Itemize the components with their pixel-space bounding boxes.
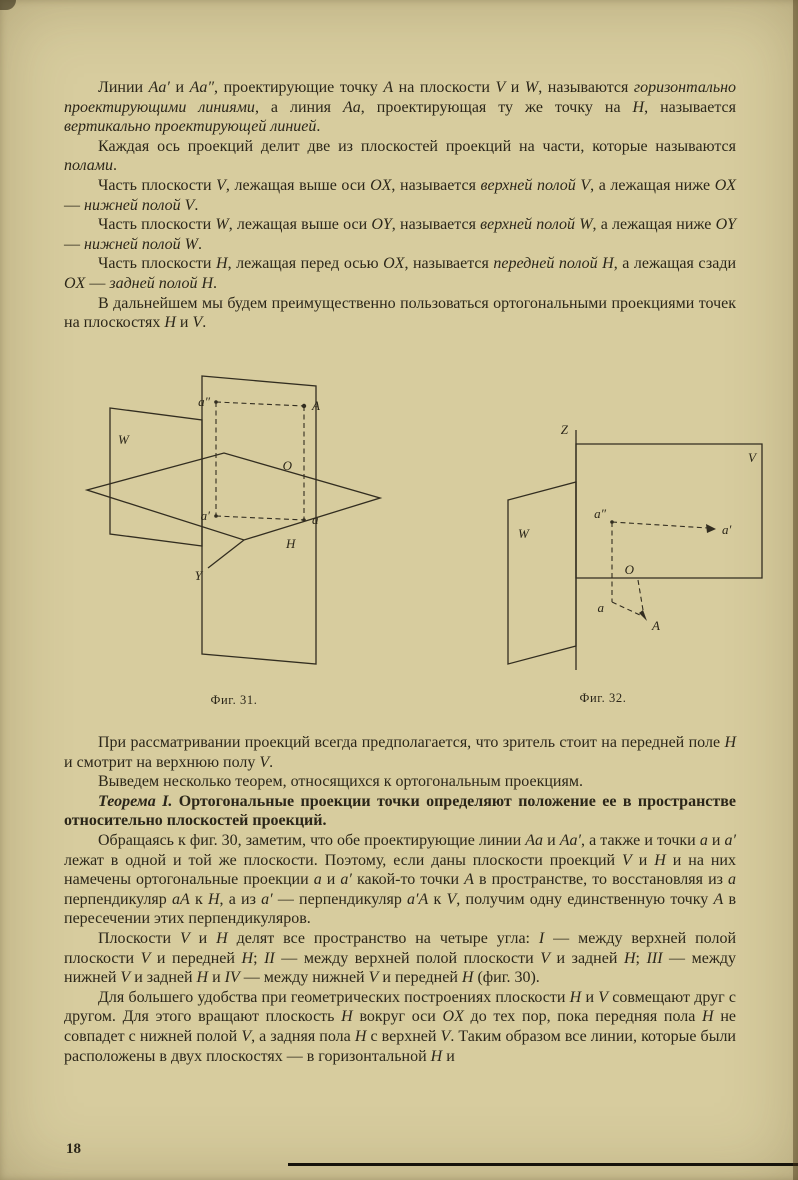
top-text-block (64, 78, 736, 333)
paragraph: Обращаясь к фиг. 30, заметим, что обе проектирующие линии Aa и Aa′, а также и точки a и a′ лежат в одной и той же плоскости. Поэтому, если даны плоскости проекций V и H и на них намечены ортогональные проекции a и a′ какой-то точки A в пространстве, то восстановляя из a перпендикуляр aA к H, а из a′ — перпендикуляр a′A к V, получим одну единственную точку A в пересечении этих перпендикуляров. (64, 831, 737, 928)
fig31-y-axis (208, 540, 244, 568)
fig32-plane-w (508, 482, 576, 664)
fig32-label-a: a (597, 600, 604, 615)
fig32-arrowhead-A (639, 610, 647, 621)
fig32-label-W: W (518, 526, 529, 541)
figure-31-drawing (84, 370, 384, 680)
fig31-plane-v (202, 376, 316, 664)
fig31-point-A (302, 404, 306, 408)
page-number: 18 (66, 1141, 81, 1157)
fig32-label-O: O (624, 562, 634, 577)
fig31-point-a-double-prime (214, 400, 218, 404)
fig32-label-a-double-prime: a″ (594, 506, 606, 521)
page-edge-shadow (793, 0, 798, 1180)
paragraph: Выведем несколько теорем, относящихся к ортогональным проекциям. (98, 773, 583, 791)
fig31-label-W: W (118, 432, 129, 447)
fig32-label-Z: Z (560, 422, 568, 437)
scan-corner-artifact (0, 0, 16, 10)
fig32-point-a-double-prime (610, 520, 614, 524)
fig31-label-a: a (312, 512, 319, 527)
fig31-label-a-prime: a′ (200, 508, 210, 523)
fig32-label-A: A (652, 618, 660, 633)
figure-31 (84, 370, 384, 708)
figure-32 (438, 370, 768, 706)
fig31-label-A: A (312, 398, 320, 413)
paragraph: Каждая ось проекций делит две из плоскостей проекций на части, которые называются полами. (64, 137, 736, 175)
bottom-text-block (64, 733, 736, 1066)
fig31-plane-h (87, 453, 380, 540)
fig32-label-V: V (748, 450, 756, 465)
paragraph: Линии Aa′ и Aa″, проектирующие точку A на плоскости V и W, называются горизонтально проектирующими линиями, а линия Aa, проектирующая ту же точку на H, называется вертикально проектирующей линией. (64, 79, 737, 136)
scan-edge-line (288, 1163, 798, 1166)
paragraph: Плоскости V и H делят все пространство на четыре угла: I — между верхней полой плоскости V и передней H; II — между верхней полой плоскости V и задней H; III — между нижней V и задней H и IV — между нижней V и передней H (фиг. 30). (64, 929, 737, 987)
paragraph: Для большего удобства при геометрических построениях плоскости H и V совмещают друг с другом. Для этого вращают плоскость H вокруг оси OX до тех пор, пока передняя пола H не совпадет с нижней полой V, а задняя пола H с верхней V. Таким образом все линии, которые были расположены в двух плоскостях — в горизонтальной H и (64, 988, 736, 1065)
fig31-point-a-prime (214, 514, 218, 518)
paragraph: Часть плоскости W, лежащая выше оси OY, называется верхней полой W, а лежащая ниже OY — нижней полой W. (64, 216, 737, 253)
fig31-plane-w (110, 408, 202, 546)
fig31-label-a-double-prime: a″ (198, 394, 210, 409)
figure-32-drawing (438, 418, 768, 678)
paragraph: При рассматривании проекций всегда предполагается, что зритель стоит на передней поле H и смотрит на верхнюю полу V. (64, 734, 736, 771)
paragraph: В дальнейшем мы будем преимущественно пользоваться ортогональными проекциями точек на плоскостях H и V. (64, 294, 736, 332)
figure-32-caption: Фиг. 32. (579, 691, 627, 705)
fig32-label-a-prime: a′ (722, 522, 732, 537)
fig31-label-H: H (286, 536, 296, 551)
fig32-arrowhead-a-prime (706, 524, 716, 533)
fig31-label-Y: Y (194, 568, 202, 583)
figures-row (84, 370, 768, 708)
theorem-paragraph: Теорема I. Ортогональные проекции точки определяют положение ее в пространстве относительно плоскостей проекций. (64, 792, 736, 830)
figure-31-caption: Фиг. 31. (210, 693, 258, 707)
fig31-point-a (302, 518, 306, 522)
paragraph: Часть плоскости V, лежащая выше оси OX, называется верхней полой V, а лежащая ниже OX — нижней полой V. (64, 176, 737, 214)
paragraph: Часть плоскости H, лежащая перед осью OX, называется передней полой H, а лежащая сзади OX — задней полой H. (64, 255, 737, 292)
fig31-label-O: O (282, 458, 292, 473)
